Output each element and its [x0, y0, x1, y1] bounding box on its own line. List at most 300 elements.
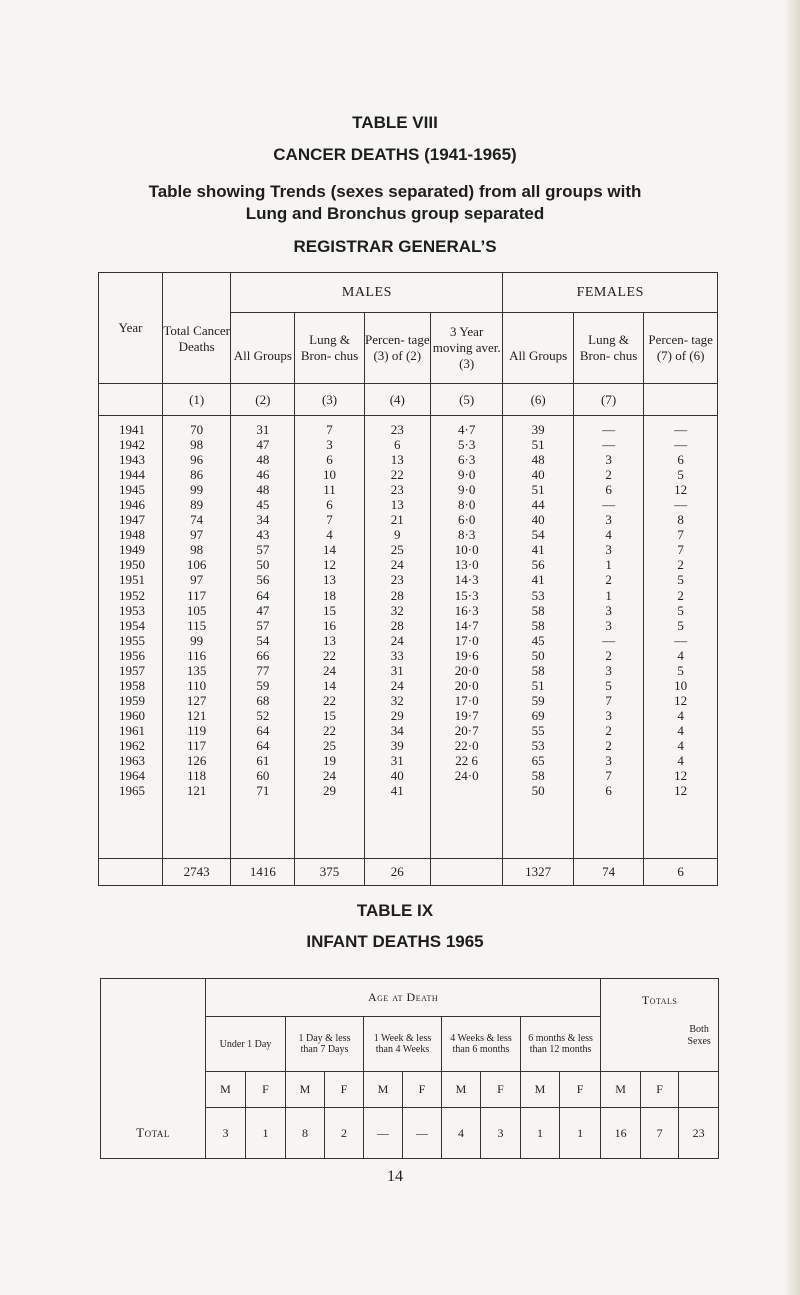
cell-f-all: 51: [531, 482, 545, 498]
cell-f-all: 54: [531, 527, 545, 543]
col-f-pct: [644, 416, 718, 859]
value-cell: 3: [206, 1108, 246, 1159]
cell-m-pct: 13: [390, 452, 404, 468]
cell-f-all: 50: [531, 783, 545, 799]
header-f: F: [641, 1072, 679, 1108]
cell-year: 1948: [119, 527, 145, 543]
cell-m-all: 31: [256, 422, 270, 437]
cell-m-lung: 11: [323, 482, 336, 498]
cell-f-all: 51: [531, 437, 545, 453]
cell-year: 1950: [119, 557, 145, 573]
cell-year: 1949: [119, 542, 145, 558]
cell-m-pct: 33: [390, 647, 404, 663]
cell-total: 135: [186, 662, 207, 678]
cell-m-avg: 15·3: [454, 587, 479, 603]
cell-year: 1960: [119, 707, 145, 723]
total-m-avg: [430, 859, 503, 886]
cell-m-avg: [431, 783, 503, 798]
cell-f-lung: 3: [605, 707, 612, 723]
cell-f-pct: 7: [677, 527, 684, 543]
cell-m-avg: 22 6: [455, 753, 479, 769]
col-m-all: [231, 416, 295, 859]
header-age-group: 1 Week & less than 4 Weeks: [364, 1017, 442, 1072]
cell-m-avg: 17·0: [454, 692, 479, 708]
cell-year: 1945: [119, 482, 145, 498]
cell-m-pct: 29: [390, 707, 404, 723]
cell-m-lung: 13: [323, 572, 337, 588]
col-year: [99, 416, 163, 859]
col-f-lung: [573, 416, 643, 859]
header-m-avg: 3 Year moving aver. (3): [430, 313, 503, 384]
cell-m-avg: 5·3: [457, 437, 476, 453]
column-number-row: [99, 384, 718, 416]
cell-m-lung: 22: [323, 647, 337, 663]
cell-m-avg: 24·0: [454, 768, 479, 784]
header-m-all: All Groups: [231, 313, 295, 384]
cell-m-pct: 31: [390, 662, 404, 678]
cell-m-lung: 6: [326, 497, 333, 513]
totals-row: [99, 859, 718, 886]
cell-m-pct: 32: [390, 692, 404, 708]
cell-f-pct: 5: [677, 572, 684, 588]
cell-year: 1955: [119, 632, 145, 648]
cell-f-pct: 4: [677, 647, 684, 663]
cell-total: 117: [187, 737, 207, 753]
cell-m-all: 56: [256, 572, 270, 588]
header-m-pct: Percen- tage (3) of (2): [364, 313, 430, 384]
cell-f-lung: —: [602, 497, 616, 513]
header-totals: [601, 979, 719, 1072]
cell-f-lung: 2: [605, 722, 612, 738]
cell-f-pct: 5: [677, 617, 684, 633]
cell-m-all: 64: [256, 722, 270, 738]
cell-f-pct: —: [674, 632, 688, 648]
cell-year: 1951: [119, 572, 145, 588]
cell-m-all: 68: [256, 692, 270, 708]
header-m: M: [601, 1072, 641, 1108]
header-total: Total Cancer Deaths: [163, 273, 231, 384]
value-cell: 4: [442, 1108, 481, 1159]
cell-f-all: 51: [531, 677, 545, 693]
cell-m-avg: 19·6: [454, 647, 479, 663]
cell-f-all: 58: [531, 617, 545, 633]
cell-m-avg: 4·7: [457, 422, 476, 437]
value-cell: 16: [601, 1108, 641, 1159]
cell-f-lung: 7: [605, 768, 612, 784]
cell-total: 74: [190, 512, 204, 528]
cell-f-pct: —: [674, 437, 688, 453]
cell-f-lung: 6: [605, 783, 612, 799]
header-f-lung: Lung & Bron- chus: [573, 313, 643, 384]
cell-f-all: 41: [531, 572, 545, 588]
cell-m-all: 50: [256, 557, 270, 573]
cell-year: 1962: [119, 737, 145, 753]
cell-f-pct: —: [674, 422, 688, 437]
cell-m-pct: 13: [390, 497, 404, 513]
header-f: F: [481, 1072, 521, 1108]
col-number: (7): [573, 384, 643, 416]
header-year: Year: [99, 273, 163, 384]
cell-m-lung: 14: [323, 542, 337, 558]
cell-f-all: 69: [531, 707, 545, 723]
cell-year: 1953: [119, 602, 145, 618]
cell-m-avg: 22·0: [454, 737, 479, 753]
cell-m-all: 71: [256, 783, 270, 799]
cell-m-all: 59: [256, 677, 270, 693]
cell-m-avg: 20·0: [454, 677, 479, 693]
cell-m-lung: 29: [323, 783, 337, 799]
cell-m-lung: 22: [323, 692, 337, 708]
cell-m-all: 48: [256, 482, 270, 498]
header-age-group: 4 Weeks & less than 6 months: [442, 1017, 521, 1072]
cell-m-lung: 13: [323, 632, 337, 648]
cell-m-all: 48: [256, 452, 270, 468]
cell-year: 1952: [119, 587, 145, 603]
cell-f-all: 58: [531, 662, 545, 678]
header-both-sexes: Both Sexes: [687, 1024, 711, 1047]
cell-m-lung: 16: [323, 617, 337, 633]
cell-m-lung: 15: [323, 602, 337, 618]
cell-m-lung: 7: [326, 422, 333, 437]
cell-year: 1957: [119, 662, 145, 678]
col-number: (2): [231, 384, 295, 416]
cell-m-pct: 31: [390, 753, 404, 769]
cell-m-pct: 24: [390, 557, 404, 573]
cell-m-pct: 41: [390, 783, 404, 799]
cell-year: 1961: [119, 722, 145, 738]
cell-total: 97: [190, 527, 204, 543]
cell-f-lung: —: [602, 422, 616, 437]
cell-f-lung: 7: [605, 692, 612, 708]
cell-f-pct: 8: [677, 512, 684, 528]
cell-m-avg: 8·3: [457, 527, 476, 543]
cell-f-pct: 5: [677, 662, 684, 678]
cell-year: 1963: [119, 753, 145, 769]
header-m: M: [206, 1072, 246, 1108]
cell-m-lung: 3: [326, 437, 333, 453]
cell-total: 106: [186, 557, 207, 573]
total-row: [101, 1108, 719, 1159]
cell-m-all: 66: [256, 647, 270, 663]
cell-m-avg: 9·0: [457, 482, 476, 498]
cell-f-pct: 4: [677, 753, 684, 769]
header-m: M: [521, 1072, 560, 1108]
row-label-total: Total: [101, 1108, 206, 1159]
cell-f-lung: 5: [605, 677, 612, 693]
header-f: F: [403, 1072, 442, 1108]
value-cell: 8: [286, 1108, 325, 1159]
cell-m-all: 57: [256, 617, 270, 633]
header-f: F: [325, 1072, 364, 1108]
cell-m-lung: 24: [323, 768, 337, 784]
cell-f-pct: 4: [677, 722, 684, 738]
col-number: (1): [163, 384, 231, 416]
infant-deaths-table: [100, 978, 719, 1159]
cell-f-all: 40: [531, 467, 545, 483]
cell-m-avg: 16·3: [454, 602, 479, 618]
cell-year: 1964: [119, 768, 145, 784]
cell-f-all: 44: [531, 497, 545, 513]
cell-m-avg: 8·0: [457, 497, 476, 513]
cell-m-all: 54: [256, 632, 270, 648]
cell-m-avg: 14·7: [454, 617, 479, 633]
col-m-lung: [295, 416, 364, 859]
cell-f-all: 59: [531, 692, 545, 708]
value-cell: 2: [325, 1108, 364, 1159]
total-m-pct: 26: [364, 859, 430, 886]
cell-m-all: 61: [256, 753, 270, 769]
cell-f-lung: 3: [605, 542, 612, 558]
header-age-at-death: Age at Death: [206, 979, 601, 1017]
cell-f-all: 55: [531, 722, 545, 738]
cell-m-pct: 23: [390, 422, 404, 437]
cell-m-lung: 12: [323, 557, 337, 573]
cell-f-pct: 12: [674, 783, 688, 799]
cell-m-pct: 40: [390, 768, 404, 784]
cell-m-avg: 17·0: [454, 632, 479, 648]
cell-m-avg: 9·0: [457, 467, 476, 483]
cell-f-all: 39: [531, 422, 545, 437]
table9-title: TABLE IX: [356, 901, 434, 920]
cell-m-lung: 18: [323, 587, 337, 603]
cell-m-lung: 4: [326, 527, 333, 543]
header-age-group: 6 months & less than 12 months: [521, 1017, 601, 1072]
cell-f-lung: 3: [605, 617, 612, 633]
cell-total: 105: [186, 602, 207, 618]
cell-f-pct: 5: [677, 602, 684, 618]
cell-year: 1956: [119, 647, 145, 663]
cell-m-all: 52: [256, 707, 270, 723]
cell-f-all: 65: [531, 753, 545, 769]
cell-f-lung: 2: [605, 647, 612, 663]
cell-f-pct: 4: [677, 737, 684, 753]
table9-subtitle: INFANT DEATHS 1965: [306, 932, 484, 951]
cell-f-lung: 2: [605, 737, 612, 753]
col-number: (6): [503, 384, 573, 416]
header-age-group: 1 Day & less than 7 Days: [286, 1017, 364, 1072]
cell-total: 98: [190, 542, 204, 558]
col-number: (4): [364, 384, 430, 416]
cell-m-all: 47: [256, 602, 270, 618]
cell-total: 89: [190, 497, 204, 513]
total-total: 2743: [163, 859, 231, 886]
cell-m-lung: 7: [326, 512, 333, 528]
cell-m-pct: 24: [390, 677, 404, 693]
cell-m-all: 34: [256, 512, 270, 528]
cell-f-all: 58: [531, 602, 545, 618]
cell-year: 1965: [119, 783, 145, 799]
cell-m-avg: 6·0: [457, 512, 476, 528]
cell-total: 127: [186, 692, 207, 708]
cell-m-pct: 23: [390, 572, 404, 588]
cell-f-pct: 2: [677, 587, 684, 603]
cell-m-avg: 14·3: [454, 572, 479, 588]
value-cell: 7: [641, 1108, 679, 1159]
cell-f-lung: 1: [605, 587, 612, 603]
cell-f-pct: 12: [674, 482, 688, 498]
cell-year: 1947: [119, 512, 145, 528]
value-cell: 3: [481, 1108, 521, 1159]
cell-year: 1958: [119, 677, 145, 693]
value-cell: 1: [521, 1108, 560, 1159]
cell-f-pct: 7: [677, 542, 684, 558]
cell-f-pct: 6: [677, 452, 684, 468]
cell-f-all: 53: [531, 587, 545, 603]
cell-m-lung: 24: [323, 662, 337, 678]
header-m: M: [286, 1072, 325, 1108]
cell-f-all: 53: [531, 737, 545, 753]
cell-f-lung: 3: [605, 753, 612, 769]
cell-m-avg: 19·7: [454, 707, 479, 723]
cell-total: 126: [186, 753, 207, 769]
value-cell: 1: [246, 1108, 286, 1159]
cell-m-avg: 20·0: [454, 662, 479, 678]
cell-m-lung: 6: [326, 452, 333, 468]
cell-m-all: 64: [256, 737, 270, 753]
col-f-all: [503, 416, 573, 859]
cell-f-lung: —: [602, 632, 616, 648]
cell-total: 99: [190, 632, 204, 648]
cell-total: 97: [190, 572, 204, 588]
cell-m-lung: 22: [323, 722, 337, 738]
cell-f-lung: 2: [605, 467, 612, 483]
cell-f-all: 41: [531, 542, 545, 558]
cell-m-avg: 20·7: [454, 722, 479, 738]
col-total: [163, 416, 231, 859]
header-f-all: All Groups: [503, 313, 573, 384]
cell-m-all: 46: [256, 467, 270, 483]
header-m: M: [442, 1072, 481, 1108]
cell-m-pct: 24: [390, 632, 404, 648]
cell-total: 117: [187, 587, 207, 603]
col-number: (3): [295, 384, 364, 416]
cell-m-all: 60: [256, 768, 270, 784]
header-f: F: [560, 1072, 601, 1108]
total-f-pct: 6: [644, 859, 718, 886]
header-females: FEMALES: [503, 273, 718, 313]
cell-f-lung: 3: [605, 662, 612, 678]
cell-f-all: 48: [531, 452, 545, 468]
cell-year: 1959: [119, 692, 145, 708]
header-totals-label: Totals: [641, 993, 678, 1007]
col-m-pct: [364, 416, 430, 859]
data-rows: [99, 416, 718, 859]
cell-total: 98: [190, 437, 204, 453]
value-cell: 23: [679, 1108, 719, 1159]
cell-total: 118: [187, 768, 207, 784]
cell-m-pct: 22: [390, 467, 404, 483]
cell-year: 1943: [119, 452, 145, 468]
table8-source: REGISTRAR GENERAL’S: [293, 237, 497, 256]
cell-m-pct: 23: [390, 482, 404, 498]
cell-m-all: 47: [256, 437, 270, 453]
cell-m-all: 77: [256, 662, 270, 678]
cell-f-pct: —: [674, 497, 688, 513]
cell-m-pct: 9: [394, 527, 401, 543]
cell-m-pct: 6: [394, 437, 401, 453]
value-cell: 1: [560, 1108, 601, 1159]
cell-year: 1954: [119, 617, 145, 633]
total-f-all: 1327: [503, 859, 573, 886]
cell-total: 116: [187, 647, 207, 663]
cell-year: 1941: [119, 422, 145, 437]
page-number: 14: [387, 1168, 403, 1185]
cell-total: 121: [186, 783, 207, 799]
sex-header-row: [101, 1072, 719, 1108]
cell-f-lung: 3: [605, 512, 612, 528]
table8-title: TABLE VIII: [352, 113, 438, 132]
cell-m-avg: 10·0: [454, 542, 479, 558]
cell-f-all: 50: [531, 647, 545, 663]
cell-m-pct: 25: [390, 542, 404, 558]
header-m-lung: Lung & Bron- chus: [295, 313, 364, 384]
cell-f-all: 45: [531, 632, 545, 648]
cell-f-lung: 4: [605, 527, 612, 543]
cell-total: 96: [190, 452, 204, 468]
cell-f-pct: 12: [674, 692, 688, 708]
cell-m-avg: 13·0: [454, 557, 479, 573]
total-m-all: 1416: [231, 859, 295, 886]
cell-m-pct: 28: [390, 617, 404, 633]
cell-year: 1942: [119, 437, 145, 453]
header-males: MALES: [231, 273, 503, 313]
cell-total: 70: [190, 422, 204, 437]
cell-total: 86: [190, 467, 204, 483]
total-m-lung: 375: [295, 859, 364, 886]
cell-m-pct: 21: [390, 512, 404, 528]
cell-f-pct: 12: [674, 768, 688, 784]
table8-subtitle: CANCER DEATHS (1941-1965): [273, 145, 517, 164]
cell-f-lung: 2: [605, 572, 612, 588]
cell-f-lung: 3: [605, 602, 612, 618]
cell-m-lung: 14: [323, 677, 337, 693]
cell-year: 1944: [119, 467, 145, 483]
header-age-group: Under 1 Day: [206, 1017, 286, 1072]
value-cell: —: [364, 1108, 403, 1159]
header-m: M: [364, 1072, 403, 1108]
cell-f-pct: 2: [677, 557, 684, 573]
col-m-avg: [430, 416, 503, 859]
cell-m-all: 43: [256, 527, 270, 543]
cancer-deaths-table: [98, 272, 718, 886]
cell-f-all: 58: [531, 768, 545, 784]
cell-total: 115: [187, 617, 207, 633]
header-f-pct: Percen- tage (7) of (6): [644, 313, 718, 384]
cell-total: 99: [190, 482, 204, 498]
cell-m-all: 64: [256, 587, 270, 603]
cell-m-lung: 19: [323, 753, 337, 769]
value-cell: —: [403, 1108, 442, 1159]
cell-m-avg: 6·3: [457, 452, 476, 468]
header-f: F: [246, 1072, 286, 1108]
col-number: (5): [430, 384, 503, 416]
cell-m-lung: 25: [323, 737, 337, 753]
cell-m-pct: 28: [390, 587, 404, 603]
cell-m-lung: 10: [323, 467, 337, 483]
cell-m-pct: 39: [390, 737, 404, 753]
cell-f-pct: 4: [677, 707, 684, 723]
cell-m-pct: 32: [390, 602, 404, 618]
cell-f-lung: 6: [605, 482, 612, 498]
cell-f-lung: 3: [605, 452, 612, 468]
cell-f-all: 56: [531, 557, 545, 573]
cell-m-lung: 15: [323, 707, 337, 723]
cell-year: 1946: [119, 497, 145, 513]
cell-f-lung: —: [602, 437, 616, 453]
table8-description: Table showing Trends (sexes separated) from all groups with Lung and Bronchus group separated: [148, 182, 642, 223]
cell-f-lung: 1: [605, 557, 612, 573]
cell-m-all: 57: [256, 542, 270, 558]
